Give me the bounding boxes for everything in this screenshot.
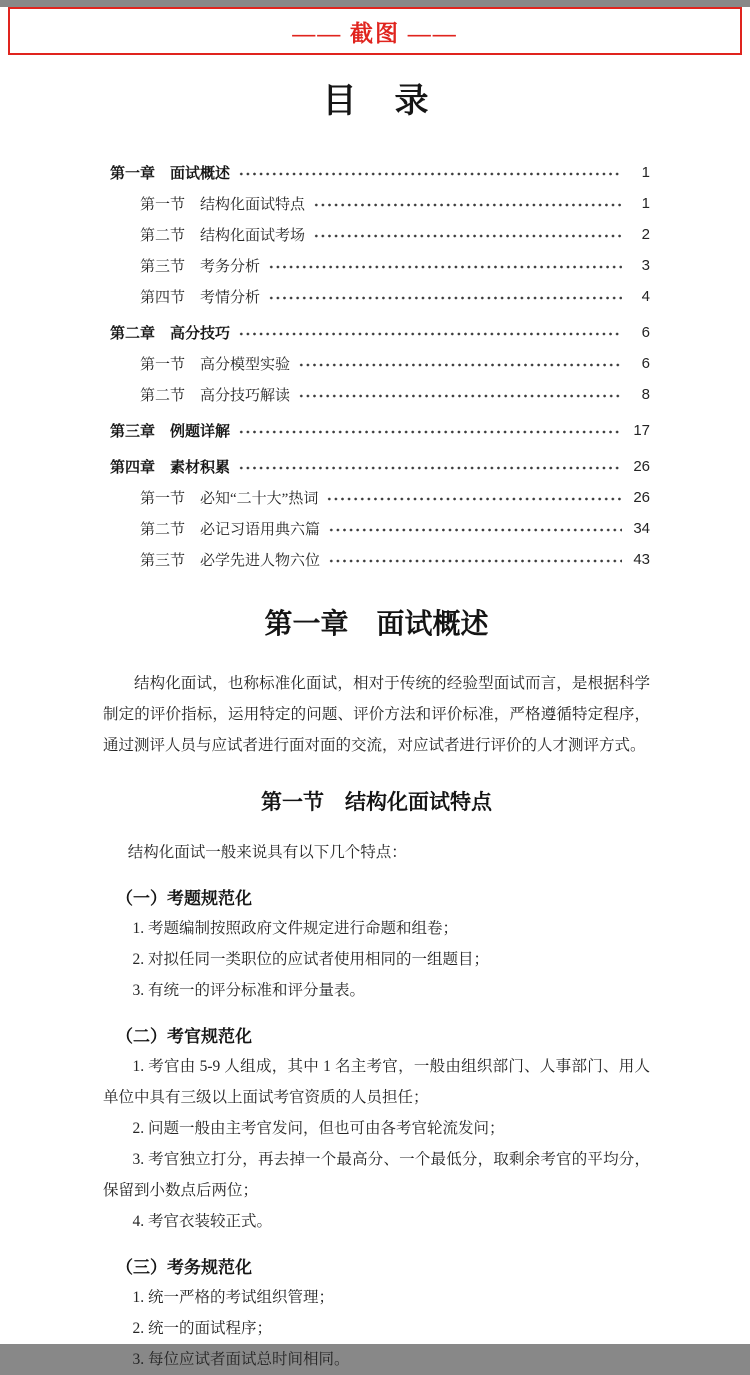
toc-entry-title: 第二章 高分技巧 bbox=[110, 325, 231, 342]
toc-entry-section bbox=[103, 250, 650, 281]
dot-leader bbox=[268, 292, 622, 306]
subsection-3 bbox=[103, 1253, 650, 1375]
list-item: 1. 统一严格的考试组织管理； bbox=[132, 1289, 334, 1306]
toc-page-number: 26 bbox=[633, 458, 650, 475]
toc-page-number: 26 bbox=[633, 489, 650, 506]
toc-entry-section bbox=[103, 348, 650, 379]
toc-entry-title: 第三章 例题详解 bbox=[110, 423, 231, 440]
banner-label: —— 截图 —— bbox=[292, 20, 458, 46]
screenshot-banner bbox=[8, 7, 742, 55]
dot-leader bbox=[238, 168, 622, 182]
subsection-2 bbox=[103, 1022, 650, 1237]
page-content bbox=[0, 81, 750, 1375]
subsection-2-heading: （二）考官规范化 bbox=[116, 1027, 252, 1046]
dot-leader bbox=[238, 328, 622, 342]
toc-page-number: 8 bbox=[641, 386, 650, 403]
subsection-3-heading: （三）考务规范化 bbox=[116, 1258, 252, 1277]
toc-entry-chapter-1 bbox=[103, 157, 650, 188]
toc-page-number: 2 bbox=[641, 226, 650, 243]
section-lead-paragraph: 结构化面试一般来说具有以下几个特点： bbox=[127, 844, 407, 861]
toc-entry-title: 第一章 面试概述 bbox=[110, 165, 231, 182]
dot-leader bbox=[313, 230, 622, 244]
dot-leader bbox=[328, 555, 622, 569]
toc-entry-chapter-2 bbox=[103, 317, 650, 348]
toc-entry-title: 第三节 必学先进人物六位 bbox=[140, 553, 321, 569]
toc-entry-title: 第三节 考务分析 bbox=[140, 259, 261, 275]
chapter-intro-paragraph: 结构化面试，也称标准化面试，相对于传统的经验型面试而言，是根据科学制定的评价指标，运用特定的问题、评价方法和评价标准，严格遵循特定程序，通过测评人员与应试者进行面对面的交流，对应试者进行评价的人才测评方式。 bbox=[103, 675, 650, 754]
toc-entry-section bbox=[103, 513, 650, 544]
toc-page-number: 43 bbox=[633, 551, 650, 568]
toc-entry-section bbox=[103, 482, 650, 513]
toc-entry-chapter-4 bbox=[103, 451, 650, 482]
dot-leader bbox=[326, 493, 622, 507]
dot-leader bbox=[238, 462, 622, 476]
toc-entry-chapter-3 bbox=[103, 415, 650, 446]
chapter-heading: 第一章 面试概述 bbox=[264, 608, 489, 639]
toc-entry-section bbox=[103, 379, 650, 410]
toc-page-number: 17 bbox=[633, 422, 650, 439]
list-item: 3. 考官独立打分，再去掉一个最高分、一个最低分，取剩余考官的平均分，保留到小数点后两位； bbox=[103, 1151, 650, 1199]
toc-entry-section bbox=[103, 281, 650, 312]
section-heading: 第一节 结构化面试特点 bbox=[261, 791, 492, 814]
toc-entry-section bbox=[103, 544, 650, 575]
toc-entry-section bbox=[103, 219, 650, 250]
toc-entry-title: 第一节 高分模型实验 bbox=[140, 357, 291, 373]
toc-page-number: 1 bbox=[641, 195, 650, 212]
table-of-contents bbox=[103, 157, 650, 575]
subsection-1-heading: （一）考题规范化 bbox=[116, 889, 252, 908]
toc-page-number: 6 bbox=[641, 355, 650, 372]
dot-leader bbox=[298, 359, 622, 373]
toc-page-number: 1 bbox=[641, 164, 650, 181]
list-item: 2. 统一的面试程序； bbox=[132, 1320, 272, 1337]
list-item: 1. 考题编制按照政府文件规定进行命题和组卷； bbox=[132, 920, 458, 937]
list-item: 2. 对拟任同一类职位的应试者使用相同的一组题目； bbox=[132, 951, 489, 968]
list-item: 1. 考官由 5-9 人组成，其中 1 名主考官，一般由组织部门、人事部门、用人单位中具有三级以上面试考官资质的人员担任； bbox=[103, 1058, 650, 1106]
toc-entry-title: 第二节 结构化面试考场 bbox=[140, 228, 306, 244]
list-item: 3. 有统一的评分标准和评分量表。 bbox=[132, 982, 365, 999]
dot-leader bbox=[268, 261, 622, 275]
list-item: 3. 每位应试者面试总时间相同。 bbox=[132, 1351, 350, 1368]
list-item: 2. 问题一般由主考官发问，但也可由各考官轮流发问； bbox=[132, 1120, 505, 1137]
toc-entry-title: 第二节 高分技巧解读 bbox=[140, 388, 291, 404]
dot-leader bbox=[328, 524, 622, 538]
dot-leader bbox=[298, 390, 622, 404]
toc-entry-title: 第一节 必知“二十大”热词 bbox=[140, 491, 319, 507]
toc-title: 目 录 bbox=[322, 82, 431, 120]
toc-page-number: 3 bbox=[641, 257, 650, 274]
dot-leader bbox=[238, 426, 622, 440]
dot-leader bbox=[313, 199, 622, 213]
subsection-1 bbox=[103, 884, 650, 1006]
list-item: 4. 考官衣装较正式。 bbox=[132, 1213, 272, 1230]
toc-entry-title: 第一节 结构化面试特点 bbox=[140, 197, 306, 213]
toc-entry-title: 第四节 考情分析 bbox=[140, 290, 261, 306]
toc-entry-title: 第四章 素材积累 bbox=[110, 459, 231, 476]
toc-page-number: 4 bbox=[641, 288, 650, 305]
document-page bbox=[0, 7, 750, 1368]
toc-page-number: 6 bbox=[641, 324, 650, 341]
toc-page-number: 34 bbox=[633, 520, 650, 537]
toc-entry-section bbox=[103, 188, 650, 219]
toc-entry-title: 第二节 必记习语用典六篇 bbox=[140, 522, 321, 538]
